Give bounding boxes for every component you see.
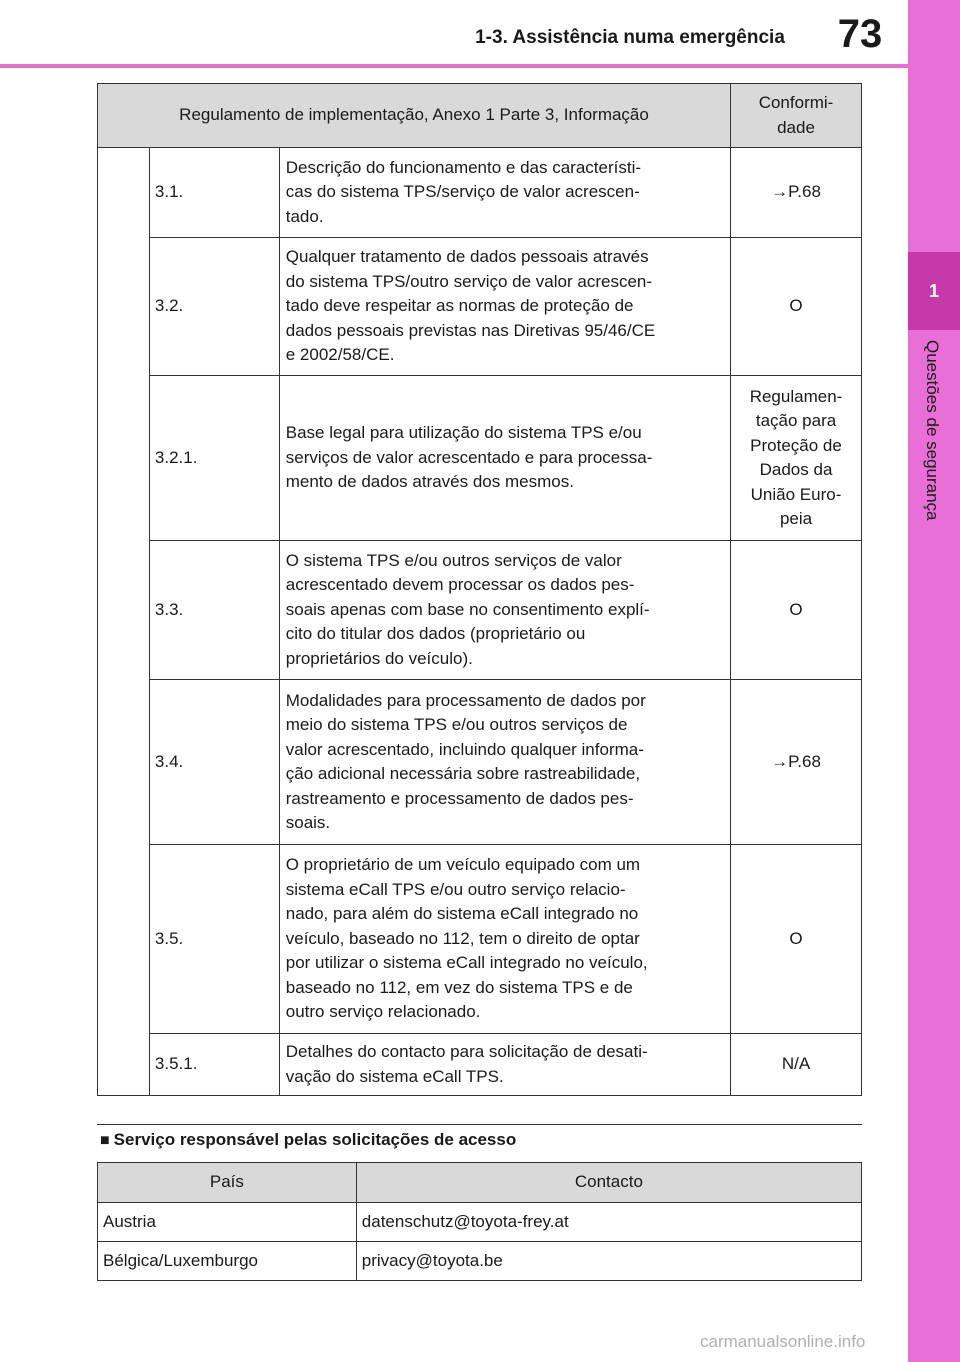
item-conformity: →P.68 [731,148,862,238]
page-number: 73 [837,12,883,56]
chapter-label: Questões de segurança [923,340,942,521]
table-row [98,680,862,845]
section-heading [100,1130,516,1150]
table-row [98,845,862,1034]
header-rule [0,64,908,68]
header-regulation: Regulamento de implementação, Anexo 1 Parte 3, Informação [98,84,731,148]
item-conformity: O [731,845,862,1034]
item-number: 3.5.1. [149,1034,279,1096]
item-text: O proprietário de um veículo equipado com um sistema eCall TPS e/ou outro serviço relacio- nado, para além do sistema eCall integrado no veículo, baseado no 112, tem o direito de optar por utilizar o sistema eCall integrado no veículo, baseado no 112, em vez do sistema TPS e de outro serviço relacionado. [279,845,730,1034]
item-number: 3.2.1. [149,376,279,541]
table-row [98,148,862,238]
table-row [98,541,862,680]
country-cell: Austria [98,1203,357,1242]
section-heading-text: Serviço responsável pelas solicitações de acesso [113,1130,517,1149]
item-text: Base legal para utilização do sistema TPS e/ou serviços de valor acrescentado e para processa- mento de dados através dos mesmos. [279,376,730,541]
table-row [98,1203,862,1242]
square-bullet-icon: ■ [100,1132,110,1149]
table-row [98,238,862,376]
section-divider [97,1124,862,1125]
item-conformity: →P.68 [731,680,862,845]
item-text: Detalhes do contacto para solicitação de desati- vação do sistema eCall TPS. [279,1034,730,1096]
table-header-row [98,1163,862,1203]
item-text: Descrição do funcionamento e das característi- cas do sistema TPS/serviço de valor acrescen- tado. [279,148,730,238]
watermark: carmanualsonline.info [700,1332,866,1351]
item-text: O sistema TPS e/ou outros serviços de valor acrescentado devem processar os dados pes- soais apenas com base no consentimento explí- cito do titular dos dados (proprietário ou proprietários do veículo). [279,541,730,680]
item-number: 3.1. [149,148,279,238]
section-title: 1-3. Assistência numa emergência [475,27,785,48]
header-country: País [98,1163,357,1203]
header-conformity: Conformi- dade [731,84,862,148]
indent-cell [98,148,150,1096]
item-text: Qualquer tratamento de dados pessoais através do sistema TPS/outro serviço de valor acrescen- tado deve respeitar as normas de proteção de dados pessoais previstas nas Diretivas 95/46/CE e 2002/58/CE. [279,238,730,376]
table-header-row [98,84,862,148]
table-row [98,376,862,541]
contact-email[interactable]: privacy@toyota.be [356,1242,861,1281]
item-number: 3.4. [149,680,279,845]
chapter-side-tab [908,0,960,1362]
header-contact: Contacto [356,1163,861,1203]
item-number: 3.5. [149,845,279,1034]
item-conformity: N/A [731,1034,862,1096]
item-number: 3.3. [149,541,279,680]
country-cell: Bélgica/Luxemburgo [98,1242,357,1281]
regulation-table [97,83,862,1096]
table-row [98,1034,862,1096]
item-conformity: Regulamen- tação para Proteção de Dados da União Euro- peia [731,376,862,541]
table-row [98,1242,862,1281]
chapter-number: 1 [908,252,960,330]
item-text: Modalidades para processamento de dados por meio do sistema TPS e/ou outros serviços de valor acrescentado, incluindo qualquer informa- ção adicional necessária sobre rastreabilidade, rastreamento e processamento de dados pes- soais. [279,680,730,845]
item-conformity: O [731,238,862,376]
contact-email[interactable]: datenschutz@toyota-frey.at [356,1203,861,1242]
item-conformity: O [731,541,862,680]
contact-table [97,1162,862,1281]
item-number: 3.2. [149,238,279,376]
